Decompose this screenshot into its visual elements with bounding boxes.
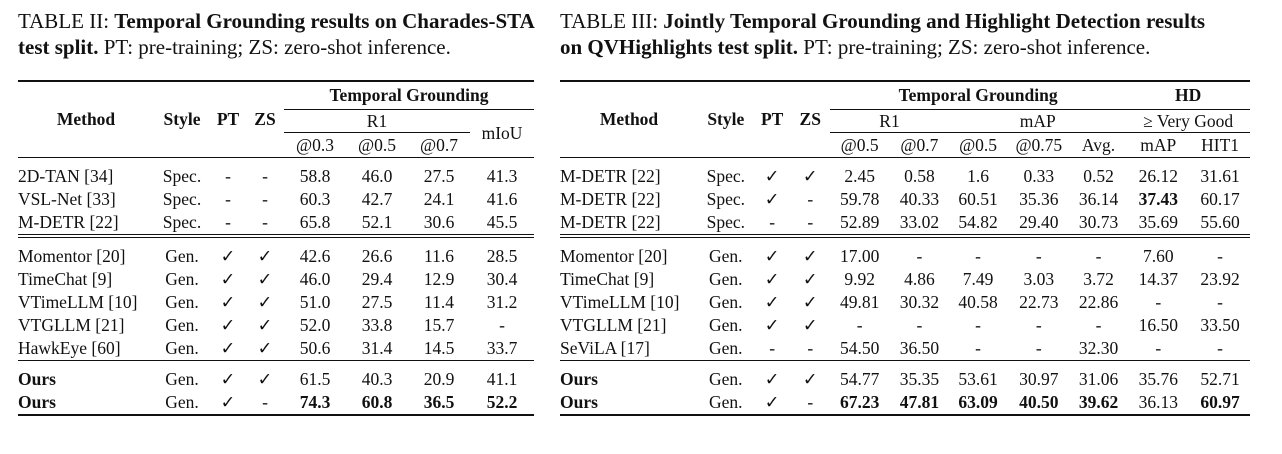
table-cell: 31.61 (1190, 158, 1250, 189)
table-cell: 60.8 (346, 391, 408, 415)
table-cell: ✓ (754, 236, 791, 268)
table-cell: ✓ (246, 236, 284, 268)
table-cell: 30.73 (1078, 212, 1119, 232)
table-cell: - (807, 212, 814, 232)
table-cell: 7.60 (1126, 236, 1190, 268)
table3-header-sub: Avg. (1081, 134, 1116, 155)
method-cell: Ours (18, 391, 154, 415)
table-cell: 55.60 (1200, 212, 1240, 232)
table-cell: 36.14 (1078, 189, 1119, 209)
table-cell: 40.58 (958, 292, 998, 312)
table-cell: ✓ (220, 315, 236, 335)
table-cell: - (890, 236, 950, 268)
table-cell: ✓ (802, 292, 818, 312)
table-cell: 36.13 (1126, 391, 1190, 415)
table-cell: ✓ (257, 338, 273, 358)
table-cell: - (1035, 315, 1042, 335)
method-cell: Ours (560, 361, 698, 392)
table-row (560, 361, 1250, 392)
table-row (18, 158, 534, 189)
table3-header-r1: R1 (830, 110, 949, 133)
table3-caption-label: TABLE III: (560, 9, 659, 33)
table-cell: 2.45 (830, 158, 890, 189)
table-cell: - (1155, 338, 1162, 358)
table-cell: ✓ (210, 236, 246, 268)
table-cell: Gen. (709, 315, 743, 335)
table2-header-zs: ZS (246, 81, 284, 158)
table-cell: 33.50 (1200, 315, 1240, 335)
table-cell: ✓ (764, 315, 780, 335)
table-cell: 58.8 (284, 158, 346, 189)
table-cell: - (1155, 292, 1162, 312)
table-cell: Spec. (162, 189, 202, 209)
table-cell: 59.78 (839, 189, 880, 209)
table-cell: 52.0 (299, 315, 331, 335)
table-row (18, 391, 534, 415)
method-cell: Momentor [20] (18, 236, 154, 268)
table-cell: Gen. (698, 361, 754, 392)
table-cell: 28.5 (470, 236, 534, 268)
table-cell: 30.4 (486, 269, 518, 289)
table-row (560, 268, 1250, 291)
table-cell: - (975, 315, 981, 335)
table-cell: 52.1 (361, 212, 393, 232)
table-cell: 41.3 (470, 158, 534, 189)
table-row (18, 361, 534, 392)
table-cell: 12.9 (423, 269, 455, 289)
table-cell: 4.86 (904, 269, 935, 289)
table2-header-sub: @0.7 (420, 134, 458, 155)
table-cell: 31.2 (486, 292, 518, 312)
table-cell: 41.1 (470, 361, 534, 392)
table-cell: 74.3 (284, 391, 346, 415)
table-cell: 30.6 (423, 212, 455, 232)
table-cell: - (1217, 292, 1223, 312)
table-cell: Gen. (709, 269, 743, 289)
table3-caption-title-2: on QVHighlights test split. (560, 35, 799, 59)
table-cell: ✓ (791, 236, 830, 268)
table-cell: 29.4 (361, 269, 393, 289)
table-cell: - (246, 391, 284, 415)
table-cell: 52.71 (1190, 361, 1250, 392)
table-row (18, 291, 534, 314)
table-cell: - (246, 158, 284, 189)
table-cell: 52.89 (839, 212, 880, 232)
table-cell: 0.52 (1071, 158, 1127, 189)
table2-header-r1: R1 (284, 110, 470, 133)
table-cell: 49.81 (839, 292, 880, 312)
table-cell: 60.17 (1200, 189, 1240, 209)
table-cell: ✓ (802, 269, 818, 289)
table-cell: - (1190, 236, 1250, 268)
table-cell: Gen. (165, 315, 199, 335)
table-row (18, 337, 534, 361)
method-cell: Ours (18, 361, 154, 392)
table3-caption (560, 8, 1260, 60)
table2-caption (18, 8, 543, 60)
table-cell: 16.50 (1138, 315, 1178, 335)
table3-caption-note: PT: pre-training; ZS: zero-shot inference. (803, 35, 1151, 59)
table-cell: ✓ (257, 292, 273, 312)
table-cell: - (769, 338, 776, 358)
table-cell: 30.32 (899, 292, 940, 312)
table-cell: Spec. (698, 158, 754, 189)
table-row (18, 268, 534, 291)
table3-header-sub: HIT1 (1201, 134, 1240, 155)
table-row (560, 188, 1250, 211)
method-cell: VTimeLLM [10] (18, 292, 138, 312)
table-cell: 50.6 (299, 338, 331, 358)
table-cell: ✓ (764, 292, 780, 312)
table-cell: ✓ (754, 391, 791, 415)
table-cell: ✓ (791, 361, 830, 392)
method-cell: Ours (560, 391, 698, 415)
table-cell: 42.7 (361, 189, 393, 209)
table-cell: 63.09 (949, 391, 1007, 415)
table-row (18, 188, 534, 211)
table-cell: ✓ (220, 338, 236, 358)
method-cell: HawkEye [60] (18, 338, 121, 358)
table3-header-sub: mAP (1140, 134, 1177, 155)
table-cell: 3.03 (1023, 269, 1055, 289)
table-cell: 11.4 (424, 292, 454, 312)
table2-header-group: Temporal Grounding (284, 81, 534, 110)
table-cell: - (1217, 338, 1223, 358)
table-cell: 51.0 (299, 292, 331, 312)
table-cell: 27.5 (408, 158, 470, 189)
method-cell: 2D-TAN [34] (18, 158, 154, 189)
table-cell: 14.5 (423, 338, 455, 358)
table-cell: 23.92 (1200, 269, 1240, 289)
table-cell: - (262, 212, 268, 232)
table-cell: Gen. (165, 292, 199, 312)
table-cell: 41.6 (486, 189, 518, 209)
table-cell: - (856, 315, 863, 335)
table2-caption-note: PT: pre-training; ZS: zero-shot inference. (103, 35, 451, 59)
table-cell: 20.9 (408, 361, 470, 392)
table-cell: 3.72 (1083, 269, 1114, 289)
table-cell: ✓ (246, 361, 284, 392)
table-cell: Spec. (162, 212, 202, 232)
method-cell: VTGLLM [21] (18, 315, 125, 335)
table-row (18, 236, 534, 268)
table-cell: - (949, 236, 1007, 268)
table-cell: 54.82 (958, 212, 998, 232)
table-cell: 22.73 (1019, 292, 1059, 312)
table-cell: 29.40 (1019, 212, 1059, 232)
table-cell: - (225, 189, 231, 209)
table-cell: ✓ (764, 269, 780, 289)
table-cell: 31.4 (361, 338, 393, 358)
table-cell: - (791, 391, 830, 415)
table-row (560, 337, 1250, 361)
table-cell: 52.2 (470, 391, 534, 415)
table3-header-sub: @0.5 (959, 134, 998, 155)
table2-caption-title: Temporal Grounding results on Charades-STA test split. (18, 9, 534, 59)
table-cell: 60.3 (299, 189, 331, 209)
method-cell: M-DETR [22] (560, 212, 661, 232)
table-cell: ✓ (257, 315, 273, 335)
method-cell: Momentor [20] (560, 236, 698, 268)
table2-header-sub: @0.3 (296, 134, 334, 155)
method-cell: VTGLLM [21] (560, 315, 667, 335)
table-cell: - (1035, 338, 1042, 358)
table-cell: 11.6 (408, 236, 470, 268)
table2 (18, 80, 534, 416)
table-row (560, 291, 1250, 314)
table-row (560, 158, 1250, 189)
table-cell: - (769, 212, 776, 232)
table-cell: 46.0 (346, 158, 408, 189)
table-cell: ✓ (802, 315, 818, 335)
table3-header-zs: ZS (791, 81, 830, 158)
table-cell: 22.86 (1078, 292, 1119, 312)
table-cell: - (916, 315, 923, 335)
table-cell: 37.43 (1138, 189, 1178, 209)
table2-header-style: Style (154, 81, 210, 158)
table-cell: 31.06 (1071, 361, 1127, 392)
table3-header-very-good: ≥ Very Good (1126, 110, 1250, 133)
table-cell: 33.02 (899, 212, 940, 232)
table3-header-sub: @0.75 (1015, 134, 1063, 155)
table-cell: Gen. (154, 391, 210, 415)
table-cell: 45.5 (486, 212, 518, 232)
table-cell: Spec. (706, 212, 745, 232)
table2-header-sub: @0.5 (358, 134, 396, 155)
table-cell: Spec. (154, 158, 210, 189)
table-cell: 65.8 (299, 212, 331, 232)
method-cell: TimeChat [9] (560, 269, 655, 289)
table-cell: 33.8 (361, 315, 393, 335)
table-cell: - (807, 189, 814, 209)
table-row (560, 211, 1250, 236)
table-cell: - (210, 158, 246, 189)
table-cell: Gen. (154, 236, 210, 268)
table-cell: - (225, 212, 231, 232)
table-cell: ✓ (791, 158, 830, 189)
table-cell: ✓ (210, 361, 246, 392)
table-row (560, 314, 1250, 337)
table-cell: 54.50 (839, 338, 880, 358)
table-cell: 60.51 (958, 189, 998, 209)
table-cell: Gen. (698, 391, 754, 415)
method-cell: VSL-Net [33] (18, 189, 116, 209)
table-cell: 33.7 (486, 338, 518, 358)
table-cell: 40.3 (346, 361, 408, 392)
table-cell: 47.81 (890, 391, 950, 415)
table-cell: - (1007, 236, 1071, 268)
table3-header-temporal-grounding: Temporal Grounding (830, 81, 1127, 110)
table-cell: - (1095, 315, 1102, 335)
table3-header-method: Method (560, 81, 698, 158)
table-cell: 36.5 (408, 391, 470, 415)
table-cell: 39.62 (1071, 391, 1127, 415)
table-cell: 9.92 (844, 269, 875, 289)
table-cell: Spec. (706, 189, 745, 209)
table-cell: ✓ (210, 391, 246, 415)
table-row (18, 314, 534, 337)
table-cell: 26.6 (346, 236, 408, 268)
table-row (560, 236, 1250, 268)
table3-header-map: mAP (949, 110, 1126, 133)
table-cell: ✓ (257, 269, 273, 289)
method-cell: M-DETR [22] (18, 212, 119, 232)
method-cell: VTimeLLM [10] (560, 292, 680, 312)
table2-header-method: Method (18, 81, 154, 158)
table-cell: 40.50 (1007, 391, 1071, 415)
table-cell: 30.97 (1007, 361, 1071, 392)
table-cell: 0.33 (1007, 158, 1071, 189)
table-cell: 17.00 (830, 236, 890, 268)
table-cell: Gen. (709, 292, 743, 312)
table-cell: 42.6 (284, 236, 346, 268)
table-cell: - (262, 189, 268, 209)
table-cell: - (499, 315, 505, 335)
table-cell: 27.5 (361, 292, 393, 312)
table-cell: 35.35 (890, 361, 950, 392)
table-cell: 67.23 (830, 391, 890, 415)
table-cell: 35.76 (1126, 361, 1190, 392)
table-cell: ✓ (754, 361, 791, 392)
table3-header-sub: @0.5 (840, 134, 879, 155)
table3-header-pt: PT (754, 81, 791, 158)
table2-caption-label: TABLE II: (18, 9, 110, 33)
table-cell: 32.30 (1078, 338, 1119, 358)
table-cell: 15.7 (423, 315, 455, 335)
table-cell: 24.1 (423, 189, 455, 209)
method-cell: M-DETR [22] (560, 158, 698, 189)
table-cell: Gen. (709, 338, 743, 358)
table-cell: 0.58 (890, 158, 950, 189)
method-cell: SeViLA [17] (560, 338, 650, 358)
table-cell: Gen. (698, 236, 754, 268)
table-cell: - (807, 338, 814, 358)
table-cell: 46.0 (299, 269, 331, 289)
table2-header-miou: mIoU (481, 123, 523, 143)
table-cell: 40.33 (899, 189, 940, 209)
table-cell: ✓ (764, 189, 780, 209)
table-cell: 1.6 (949, 158, 1007, 189)
table-cell: 26.12 (1126, 158, 1190, 189)
table-cell: - (1071, 236, 1127, 268)
table-cell: Gen. (165, 269, 199, 289)
table-cell: 54.77 (830, 361, 890, 392)
table3-header-hd: HD (1126, 81, 1250, 110)
table-cell: 14.37 (1138, 269, 1178, 289)
method-cell: TimeChat [9] (18, 269, 113, 289)
table3-caption-title-1: Jointly Temporal Grounding and Highlight Detection results (663, 9, 1206, 33)
table-cell: ✓ (220, 269, 236, 289)
table-cell: 53.61 (949, 361, 1007, 392)
table-cell: - (975, 338, 981, 358)
table2-header-pt: PT (210, 81, 246, 158)
table3 (560, 80, 1250, 416)
table-cell: ✓ (220, 292, 236, 312)
table-cell: ✓ (754, 158, 791, 189)
table-cell: Gen. (154, 361, 210, 392)
table-cell: 35.69 (1138, 212, 1178, 232)
table-cell: 7.49 (962, 269, 994, 289)
table-row (18, 211, 534, 236)
table-row (560, 391, 1250, 415)
method-cell: M-DETR [22] (560, 189, 661, 209)
table-cell: 60.97 (1190, 391, 1250, 415)
table-cell: 61.5 (284, 361, 346, 392)
table-cell: 35.36 (1019, 189, 1059, 209)
table3-header-sub: @0.7 (900, 134, 939, 155)
table-cell: 36.50 (899, 338, 940, 358)
table3-header-style: Style (698, 81, 754, 158)
table-cell: Gen. (165, 338, 199, 358)
